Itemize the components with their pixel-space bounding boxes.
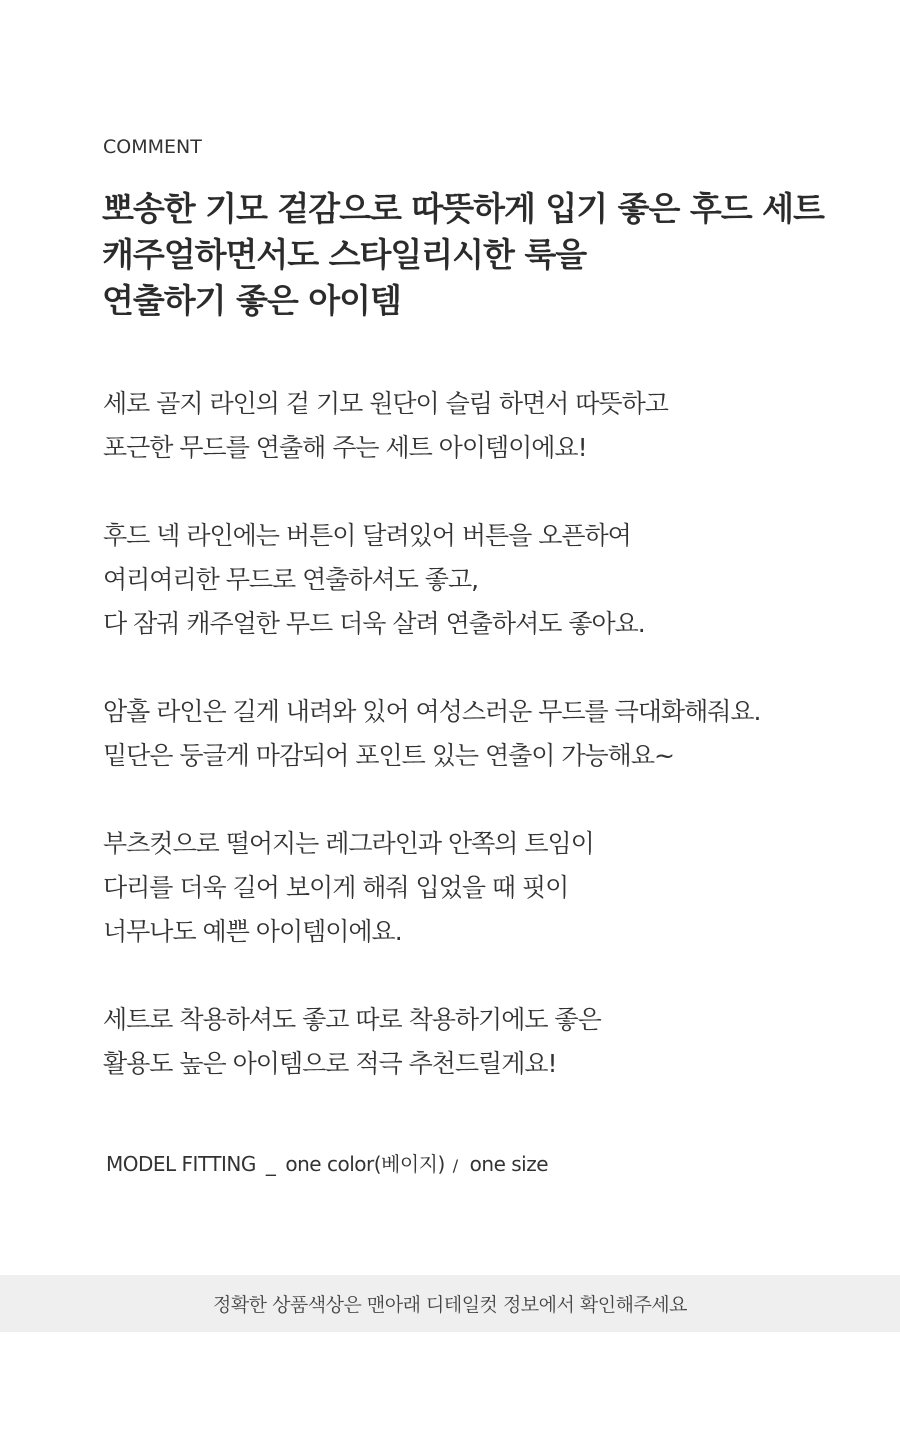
model-fitting-slash: /: [452, 1156, 458, 1175]
headline-line: 캐주얼하면서도 스타일리시한 룩을: [102, 235, 587, 274]
description-paragraph: [103, 998, 893, 1086]
paragraph-line: 여리여리한 무드로 연출하셔도 좋고,: [103, 565, 479, 594]
description-paragraph: [103, 514, 893, 646]
model-fitting-label: MODEL FITTING: [106, 1152, 256, 1176]
headline-line: 연출하기 좋은 아이템: [102, 281, 401, 320]
paragraph-line: 세트로 착용하셔도 좋고 따로 착용하기에도 좋은: [103, 1005, 601, 1034]
paragraph-line: 포근한 무드를 연출해 주는 세트 아이템이에요!: [103, 433, 587, 462]
section-label: COMMENT: [103, 136, 202, 158]
description-paragraph: [103, 382, 893, 470]
color-notice-text: 정확한 상품색상은 맨아래 디테일컷 정보에서 확인해주세요: [212, 1294, 688, 1316]
paragraph-line: 활용도 높은 아이템으로 적극 추천드릴게요!: [103, 1049, 557, 1078]
model-fitting-info: [106, 1148, 548, 1177]
description-body: [103, 382, 893, 1130]
paragraph-line: 암홀 라인은 길게 내려와 있어 여성스러운 무드를 극대화해줘요.: [103, 697, 761, 726]
paragraph-line: 밑단은 둥글게 마감되어 포인트 있는 연출이 가능해요~: [103, 741, 674, 770]
paragraph-line: 너무나도 예쁜 아이템이에요.: [103, 917, 402, 946]
description-paragraph: [103, 822, 893, 954]
model-fitting-color: one color(베이지): [285, 1152, 445, 1176]
color-notice-bar: [0, 1275, 900, 1332]
model-fitting-separator: _: [265, 1152, 276, 1176]
paragraph-line: 후드 넥 라인에는 버튼이 달려있어 버튼을 오픈하여: [103, 521, 631, 550]
description-paragraph: [103, 690, 893, 778]
headline: [102, 186, 892, 324]
headline-line: 뽀송한 기모 겉감으로 따뜻하게 입기 좋은 후드 세트: [102, 189, 824, 228]
paragraph-line: 다 잠궈 캐주얼한 무드 더욱 살려 연출하셔도 좋아요.: [103, 609, 645, 638]
paragraph-line: 부츠컷으로 떨어지는 레그라인과 안쪽의 트임이: [103, 829, 594, 858]
paragraph-line: 세로 골지 라인의 겉 기모 원단이 슬림 하면서 따뜻하고: [103, 389, 668, 418]
model-fitting-size: one size: [469, 1152, 549, 1176]
paragraph-line: 다리를 더욱 길어 보이게 해줘 입었을 때 핏이: [103, 873, 569, 902]
